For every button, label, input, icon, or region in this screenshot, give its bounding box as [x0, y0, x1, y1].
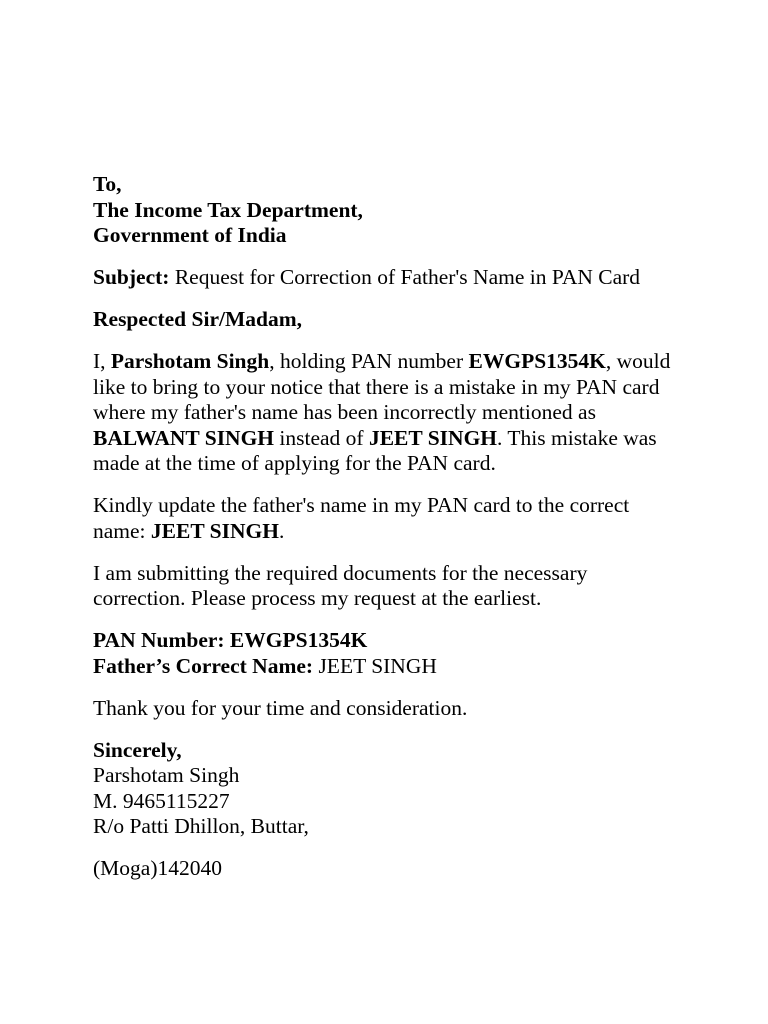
- closing-sincerely: Sincerely,: [93, 737, 182, 762]
- body1-text-1: I,: [93, 349, 111, 373]
- postal-code-line: (Moga)142040: [93, 856, 222, 880]
- body1-text-4: instead of: [274, 425, 369, 450]
- signatory-mobile: M. 9465115227: [93, 788, 230, 813]
- pan-number-line: PAN Number: EWGPS1354K: [93, 628, 368, 652]
- body1-text-3: , would like to bring to your notice that there is a mistake in my PAN card where my father's name has been incorrectly mentioned as: [93, 349, 671, 424]
- subject-text: Request for Correction of Father's Name in PAN Card: [169, 265, 641, 289]
- salutation: [93, 307, 683, 333]
- signatory-name: Parshotam Singh: [93, 763, 240, 787]
- address-to: To,: [93, 172, 122, 196]
- thanks-line: Thank you for your time and consideration.: [93, 695, 468, 720]
- body-paragraph-2: [93, 493, 683, 544]
- address-recipient: The Income Tax Department,: [93, 197, 363, 222]
- father-correct-name-line: [93, 654, 683, 680]
- father-correct-name-value: JEET SINGH: [313, 653, 437, 678]
- correct-father-name-2: JEET SINGH: [150, 518, 279, 543]
- pan-number: EWGPS1354K: [468, 349, 606, 373]
- signatory-address: R/o Patti Dhillon, Buttar,: [93, 814, 309, 838]
- subject-label: Subject:: [93, 265, 170, 289]
- father-correct-name-label: Father’s Correct Name:: [93, 653, 314, 678]
- closing-block: [93, 738, 683, 840]
- details-block: [93, 628, 683, 679]
- applicant-name: Parshotam Singh: [110, 349, 270, 373]
- subject-line: [93, 265, 683, 291]
- letter-page: [93, 172, 683, 898]
- correct-father-name: JEET SINGH: [368, 425, 498, 450]
- body1-text-5: . This mistake was made at the time of applying for the PAN card.: [93, 425, 657, 475]
- salutation-text: Respected Sir/Madam,: [93, 307, 302, 331]
- address-block: [93, 172, 683, 249]
- address-government: Government of India: [93, 223, 287, 247]
- body1-text-2: , holding PAN number: [269, 349, 469, 373]
- body-paragraph-3: I am submitting the required documents for the necessary correction. Please process my request at the earliest.: [93, 560, 588, 610]
- body2-text-1: Kindly update the father's name in my PAN card to the correct name:: [93, 493, 630, 543]
- incorrect-father-name: BALWANT SINGH: [93, 425, 275, 450]
- body-paragraph-1: [93, 349, 683, 477]
- body2-text-2: .: [278, 518, 285, 543]
